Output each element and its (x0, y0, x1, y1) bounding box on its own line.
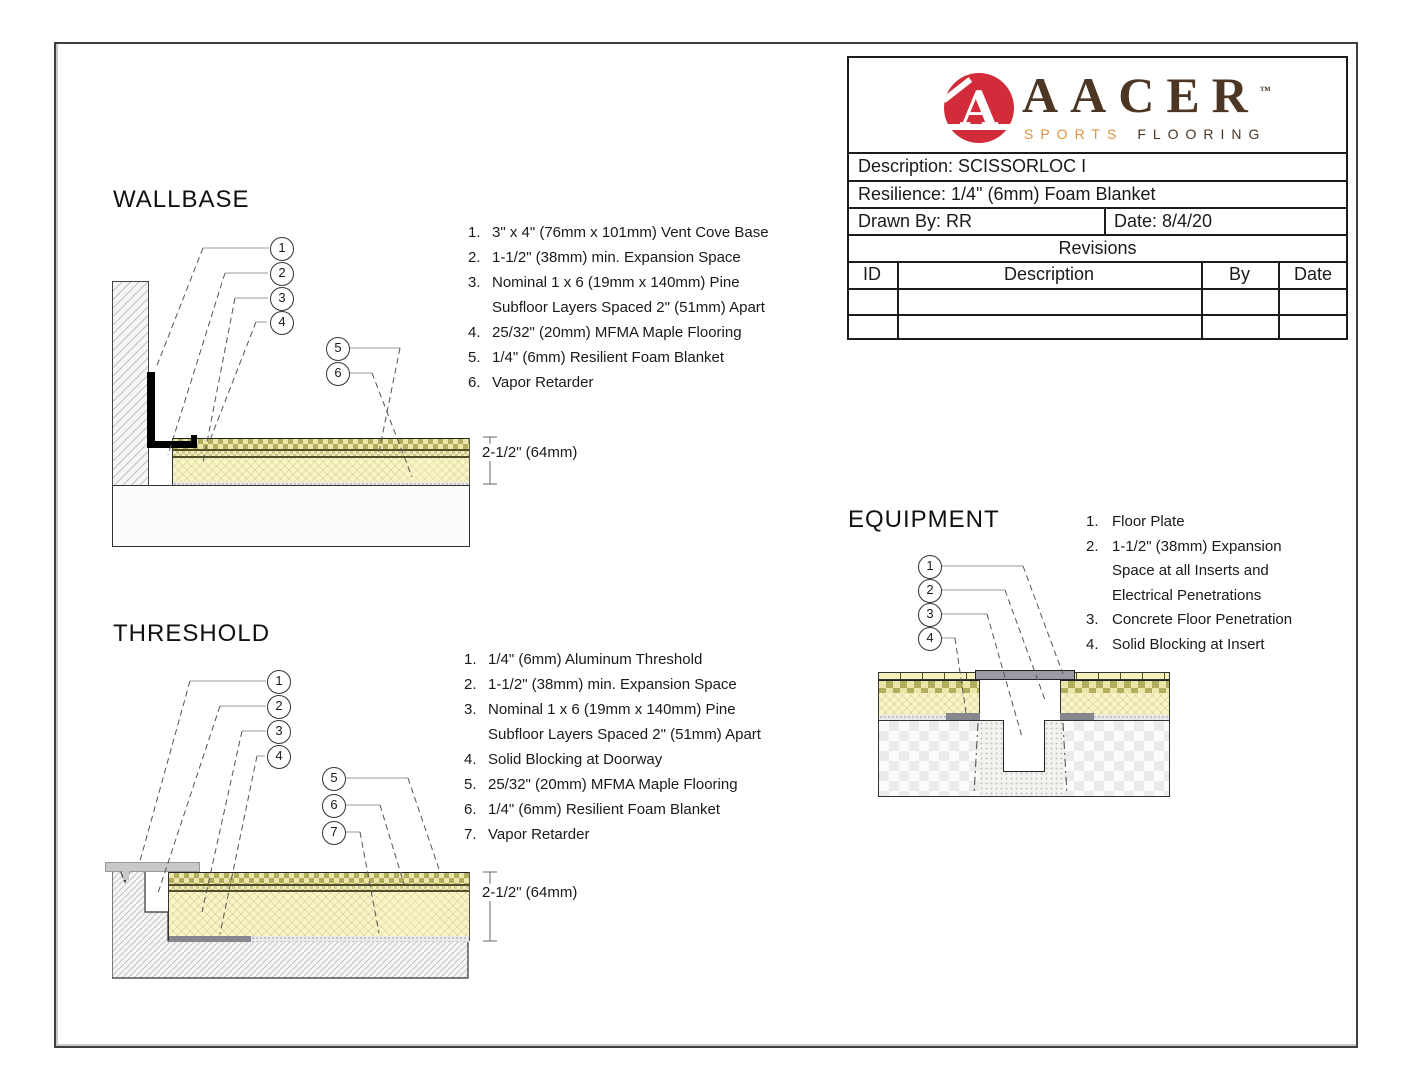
wallbase-title: WALLBASE (113, 186, 250, 213)
solid-blocking-insert-left (946, 713, 980, 720)
title-block-rule (847, 152, 1348, 154)
note-line: 3. Nominal 1 x 6 (19mm x 140mm) Pine (468, 274, 740, 291)
rev-header-description: Description (1003, 264, 1095, 284)
note-line: 1. 3" x 4" (76mm x 101mm) Vent Cove Base (468, 224, 769, 241)
note-line: 7. Vapor Retarder (464, 826, 590, 843)
aluminum-threshold-anchor (123, 866, 129, 880)
rev-header-id: ID (863, 264, 881, 284)
pine-subfloor-layer (173, 458, 469, 482)
note-line: Electrical Penetrations (1112, 586, 1262, 604)
threshold-dimension: 2-1/2" (64mm) (482, 884, 578, 901)
note-line: 1. Floor Plate (1086, 513, 1185, 530)
title-block-rule (847, 234, 1348, 236)
pine-subfloor-layer (169, 892, 469, 936)
note-line: 1. 1/4" (6mm) Aluminum Threshold (464, 651, 703, 668)
solid-blocking-doorway (169, 936, 251, 942)
rev-header-date: Date (1293, 264, 1333, 284)
note-line: Subfloor Layers Spaced 2" (51mm) Apart (488, 726, 761, 743)
note-line: Subfloor Layers Spaced 2" (51mm) Apart (492, 299, 765, 316)
note-line: 4. Solid Blocking at Doorway (464, 751, 663, 768)
vent-cove-base-foot (147, 441, 197, 448)
aacer-logo-mark (944, 73, 1014, 143)
wallbase-callout-6: 6 (326, 362, 350, 386)
equipment-callout-2: 2 (918, 579, 942, 603)
wallbase-wall-section (112, 281, 149, 486)
threshold-callout-4: 4 (267, 745, 291, 769)
wallbase-callout-4: 4 (270, 311, 294, 335)
threshold-floor-assembly (168, 872, 470, 941)
maple-flooring-layer (879, 680, 979, 693)
rev-header-by: By (1228, 264, 1250, 284)
description-field: Description: SCISSORLOC I (858, 156, 1087, 176)
note-line: 5. 25/32" (20mm) MFMA Maple Flooring (464, 776, 738, 793)
equipment-concrete-slab (878, 720, 1170, 797)
wallbase-callout-1: 1 (270, 237, 294, 261)
threshold-callout-2: 2 (267, 695, 291, 719)
threshold-callout-1: 1 (267, 670, 291, 694)
equipment-callout-4: 4 (918, 627, 942, 651)
note-line: 4. 25/32" (20mm) MFMA Maple Flooring (468, 324, 742, 341)
wallbase-callout-5: 5 (326, 337, 350, 361)
vent-cove-base-lip (191, 435, 197, 442)
note-line: 2. 1-1/2" (38mm) Expansion (1086, 537, 1282, 555)
resilience-field: Resilience: 1/4" (6mm) Foam Blanket (858, 184, 1156, 204)
wallbase-floor-assembly (172, 438, 470, 485)
threshold-callout-3: 3 (267, 720, 291, 744)
note-line: 3. Concrete Floor Penetration (1086, 611, 1293, 628)
note-line: Space at all Inserts and (1112, 562, 1269, 579)
equipment-title: EQUIPMENT (848, 506, 1000, 533)
pine-subfloor-layer (1061, 693, 1169, 715)
note-line: 5. 1/4" (6mm) Resilient Foam Blanket (468, 349, 725, 366)
note-line: 2. 1-1/2" (38mm) min. Expansion Space (464, 676, 737, 693)
note-line: 4. Solid Blocking at Insert (1086, 635, 1265, 653)
note-line: 3. Nominal 1 x 6 (19mm x 140mm) Pine (464, 701, 736, 718)
foam-blanket-layer (169, 884, 469, 892)
vent-cove-base-vertical (147, 372, 155, 448)
trademark-symbol: ™ (1259, 85, 1271, 97)
title-block-rule (847, 261, 1348, 263)
note-line: 6. 1/4" (6mm) Resilient Foam Blanket (464, 801, 721, 818)
threshold-callout-7: 7 (322, 821, 346, 845)
maple-flooring-layer (169, 872, 469, 884)
equipment-notes (1086, 510, 1292, 657)
wallbase-dimension: 2-1/2" (64mm) (482, 444, 578, 461)
maple-flooring-layer (1061, 680, 1169, 693)
wallbase-concrete-slab (112, 485, 470, 547)
date-field: Date: 8/4/20 (1114, 211, 1213, 231)
foam-blanket-layer (173, 449, 469, 458)
floor-plate (975, 670, 1075, 680)
threshold-callout-5: 5 (322, 767, 346, 791)
brand-name: AACER™ (1022, 67, 1271, 123)
equipment-callout-3: 3 (918, 603, 942, 627)
revisions-title: Revisions (1058, 238, 1137, 258)
title-block-rule (847, 288, 1348, 290)
concrete-right (1064, 721, 1169, 796)
aluminum-threshold-plate (105, 862, 200, 872)
note-line: 2. 1-1/2" (38mm) min. Expansion Space (468, 249, 741, 266)
wallbase-callout-2: 2 (270, 262, 294, 286)
logo-letter: A (960, 81, 998, 137)
drawn-by-field: Drawn By: RR (858, 211, 973, 231)
threshold-callout-6: 6 (322, 794, 346, 818)
threshold-title: THRESHOLD (113, 620, 271, 647)
title-block-divider (1104, 207, 1106, 234)
pine-subfloor-layer (879, 693, 979, 715)
solid-blocking-insert-right (1060, 713, 1094, 720)
brand-tagline: SPORTS FLOORING (1024, 126, 1267, 142)
wallbase-notes (468, 220, 769, 395)
title-block-rule (847, 207, 1348, 209)
title-block-rule (847, 180, 1348, 182)
concrete-center (979, 721, 1064, 796)
wallbase-callout-3: 3 (270, 287, 294, 311)
equipment-callout-1: 1 (918, 555, 942, 579)
concrete-left (879, 721, 979, 796)
vapor-retarder-layer (169, 936, 469, 942)
note-line: 6. Vapor Retarder (468, 374, 594, 391)
title-block-rule (847, 314, 1348, 316)
concrete-floor-penetration (1003, 720, 1045, 772)
threshold-notes (464, 647, 761, 847)
vapor-retarder-strip (251, 936, 469, 942)
maple-flooring-layer (173, 438, 469, 449)
